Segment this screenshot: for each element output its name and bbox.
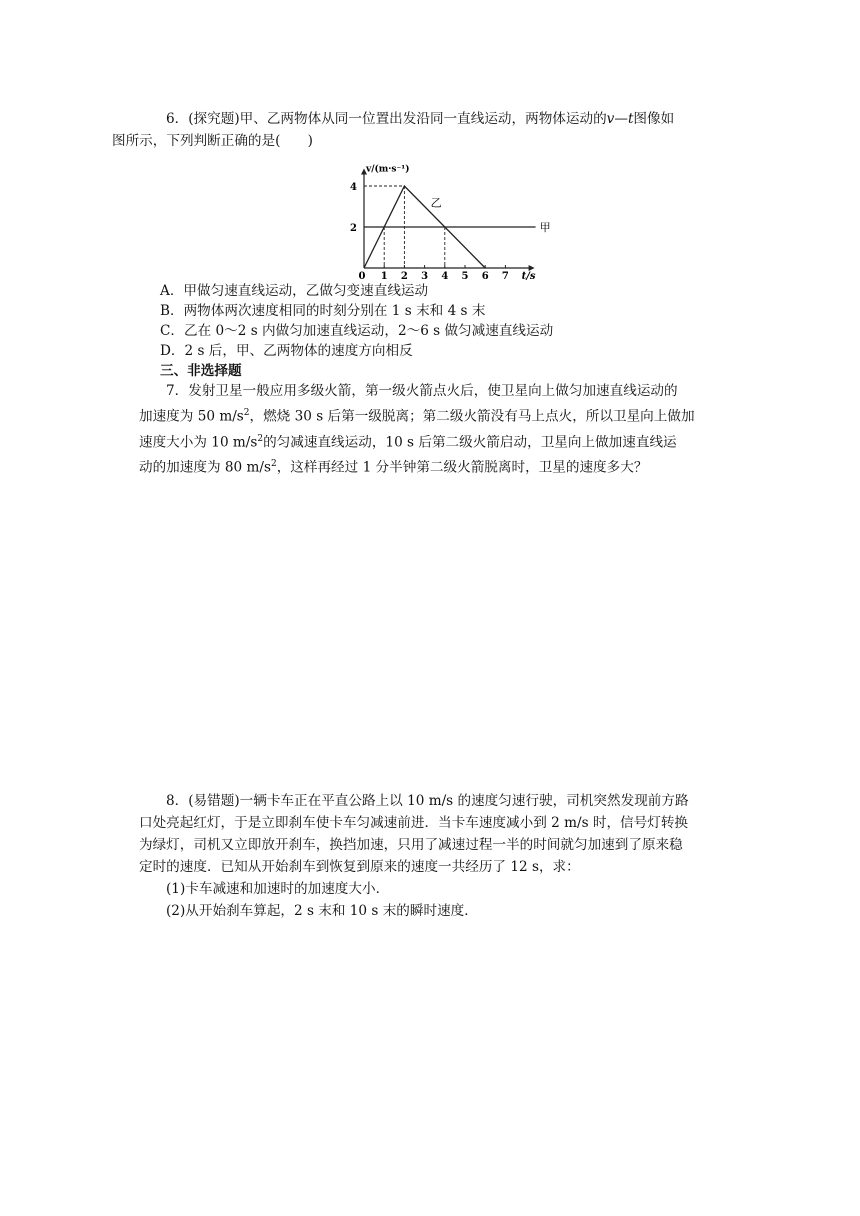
option-d: D．2 s 后，甲、乙两物体的速度方向相反 [160,343,413,359]
question-8: 8．(易错题)一辆卡车正在平直公路上以 10 m/s 的速度匀速行驶，司机突然发现前方路 口处亮起红灯，于是立即刹车使卡车匀减速前进．当卡车速度减小到 2 m/s 时，信号灯转换 为绿灯，司机又立即放开刹车，换挡加速，只用了减速过程一半的时间就匀加速到了原来稳 定时的速度．已知从开始刹车到恢复到原来的速度一共经历了 12 s，求： (1)卡车减速和加速时的加速度大小． (2)从开始刹车算起，2 s 末和 10 s 末的瞬时速度． [139,790,729,922]
x-axis-label: t/s [521,271,536,282]
question-8-number: 8． [166,793,189,809]
question-8-tag: (易错题) [188,793,240,809]
option-a: A．甲做匀速直线运动，乙做匀变速直线运动 [160,283,429,299]
x-tick-label: 5 [461,271,469,282]
vt-symbol: v—t [606,111,634,127]
x-tick-label: 6 [481,271,489,282]
x-tick-label: 7 [501,271,509,282]
question-7-number: 7． [166,383,189,399]
question-6-number: 6． [166,111,189,127]
y-tick-label: 4 [350,182,357,193]
y-tick-label: 2 [350,223,357,234]
question-8-part-1: (1)卡车减速和加速时的加速度大小． [166,881,390,897]
option-c: C．乙在 0～2 s 内做匀加速直线运动，2～6 s 做匀减速直线运动 [160,323,554,339]
x-tick-label: 2 [400,271,408,282]
vt-graph [330,144,560,282]
section-heading: 三、非选择题 [160,363,242,379]
question-6-tag: (探究题) [188,111,240,127]
y-axis-label: v/(m·s⁻¹) [366,164,410,175]
x-tick-label: 0 [358,271,366,282]
question-7: 7．发射卫星一般应用多级火箭，第一级火箭点火后，使卫星向上做匀加速直线运动的 加速度为 50 $m/s^2$，燃烧 30 s 后第一级脱离；第二级火箭没有马上点火，所以卫星向上做加 速度大小为 10 $m/s^2$的匀减速直线运动，10 s 后第二级火箭启动，卫星向上做加速直线运 动的加速度为 80 $m/s^2$，这样再经过 1 分半钟第二级火箭脱离时，卫星的速度多大？ [139,383,695,476]
option-b: B．两物体两次速度相同的时刻分别在 1 s 末和 4 s 末 [160,303,486,319]
x-tick-label: 1 [380,271,388,282]
series-yi-label: 乙 [430,196,442,210]
question-8-part-2: (2)从开始刹车算起，2 s 末和 10 s 末的瞬时速度． [166,903,478,919]
x-tick-label: 3 [421,271,429,282]
series-jia-label: 甲 [539,221,551,234]
x-tick-label: 4 [441,271,449,282]
question-6-stem: 6．(探究题)甲、乙两物体从同一位置出发沿同一直线运动，两物体运动的v—t图像如 图所示，下列判断正确的是( ) [112,111,675,149]
